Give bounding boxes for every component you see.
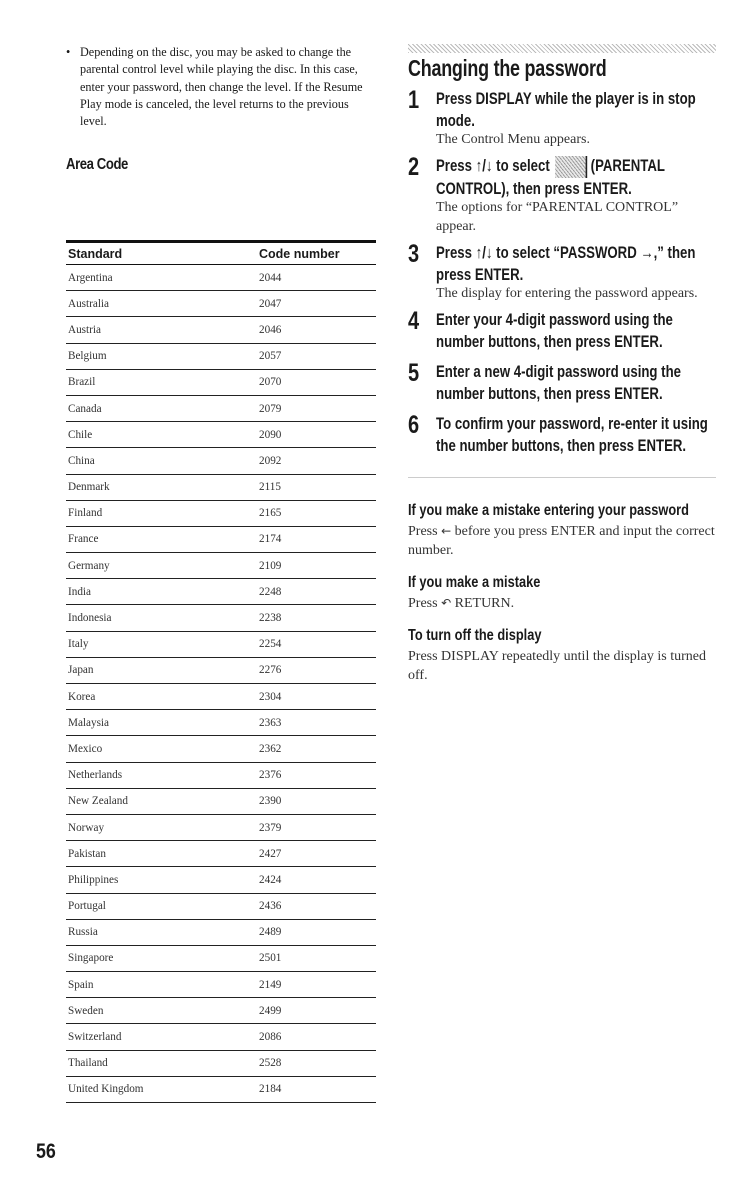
table-header-row (66, 242, 376, 265)
code-cell: 2079 (257, 395, 376, 421)
code-cell: 2304 (257, 684, 376, 710)
table-row (66, 500, 376, 526)
left-column (66, 44, 376, 1096)
table-row (66, 579, 376, 605)
right-column (408, 44, 716, 697)
country-cell: Portugal (66, 893, 257, 919)
step-instruction-part: (PARENTAL CONTROL), then press ENTER. (436, 157, 665, 198)
step-number: 1 (408, 86, 420, 114)
code-cell: 2149 (257, 972, 376, 998)
code-cell: 2248 (257, 579, 376, 605)
code-cell: 2165 (257, 500, 376, 526)
country-cell: Belgium (66, 343, 257, 369)
code-cell: 2254 (257, 631, 376, 657)
country-cell: Sweden (66, 998, 257, 1024)
table-row (66, 395, 376, 421)
table-row (66, 291, 376, 317)
code-cell: 2528 (257, 1050, 376, 1076)
country-cell: Japan (66, 657, 257, 683)
header-standard: Standard (66, 242, 257, 265)
step-instruction (436, 155, 716, 200)
step-number: 2 (408, 153, 420, 181)
area-code-rows (66, 265, 376, 1103)
country-cell: Philippines (66, 867, 257, 893)
table-row (66, 972, 376, 998)
country-cell: Thailand (66, 1050, 257, 1076)
table-row (66, 736, 376, 762)
table-row (66, 1024, 376, 1050)
mistake-text (408, 594, 716, 613)
step-number: 5 (408, 358, 420, 387)
code-cell: 2424 (257, 867, 376, 893)
step-number: 3 (408, 239, 420, 268)
header-code-number: Code number (257, 242, 376, 265)
bullet-icon: • (66, 45, 71, 59)
table-row (66, 919, 376, 945)
code-cell: 2086 (257, 1024, 376, 1050)
country-cell: Italy (66, 631, 257, 657)
text-part: Press (408, 595, 438, 611)
step-description: The display for entering the password appears. (436, 285, 698, 301)
table-row (66, 1076, 376, 1102)
step-5 (408, 358, 716, 405)
code-cell: 2044 (257, 265, 376, 291)
area-code-table (66, 240, 376, 1103)
country-cell: Argentina (66, 265, 257, 291)
step-instruction: Press ↑/↓ to select “PASSWORD →,” then press ENTER. (436, 243, 696, 284)
country-cell: Chile (66, 422, 257, 448)
table-row (66, 788, 376, 814)
intro-paragraph (66, 44, 376, 130)
step-instruction: Press DISPLAY while the player is in stop mode. (436, 90, 696, 130)
step-instruction: To confirm your password, re-enter it using the number buttons, then press ENTER. (436, 414, 708, 455)
code-cell: 2184 (257, 1076, 376, 1102)
country-cell: France (66, 526, 257, 552)
country-cell: Pakistan (66, 841, 257, 867)
table-row (66, 343, 376, 369)
country-cell: Denmark (66, 474, 257, 500)
country-cell: New Zealand (66, 788, 257, 814)
code-cell: 2362 (257, 736, 376, 762)
step-description: The Control Menu appears. (436, 132, 590, 147)
country-cell: Australia (66, 291, 257, 317)
code-cell: 2390 (257, 788, 376, 814)
table-row (66, 448, 376, 474)
country-cell: Brazil (66, 369, 257, 395)
country-cell: India (66, 579, 257, 605)
text-part: Press (408, 523, 438, 539)
country-cell: Netherlands (66, 762, 257, 788)
code-cell: 2057 (257, 343, 376, 369)
code-cell: 2499 (257, 998, 376, 1024)
step-3 (408, 239, 716, 303)
country-cell: Austria (66, 317, 257, 343)
code-cell: 2174 (257, 526, 376, 552)
step-1 (408, 88, 716, 149)
section-divider (408, 477, 716, 478)
table-row (66, 841, 376, 867)
code-cell: 2436 (257, 893, 376, 919)
code-cell: 2115 (257, 474, 376, 500)
section-hatch-bar (408, 44, 716, 53)
code-cell: 2070 (257, 369, 376, 395)
code-cell: 2363 (257, 710, 376, 736)
table-row (66, 553, 376, 579)
country-cell: Malaysia (66, 710, 257, 736)
table-row (66, 684, 376, 710)
turn-off-heading: To turn off the display (408, 626, 542, 644)
table-row (66, 1050, 376, 1076)
step-number: 4 (408, 306, 420, 335)
country-cell: Russia (66, 919, 257, 945)
code-cell: 2427 (257, 841, 376, 867)
return-icon: ↶ (441, 595, 452, 610)
table-row (66, 657, 376, 683)
country-cell: Finland (66, 500, 257, 526)
country-cell: Switzerland (66, 1024, 257, 1050)
table-row (66, 526, 376, 552)
code-cell: 2489 (257, 919, 376, 945)
text-part: RETURN. (454, 595, 515, 611)
step-instruction: Enter a new 4-digit password using the number buttons, then press ENTER. (436, 362, 681, 403)
code-cell: 2501 (257, 945, 376, 971)
mistake-entering-text (408, 522, 716, 560)
code-cell: 2090 (257, 422, 376, 448)
table-row (66, 265, 376, 291)
clear-arrow-icon: ← (441, 523, 452, 538)
step-6 (408, 410, 716, 457)
table-row (66, 474, 376, 500)
country-cell: Canada (66, 395, 257, 421)
table-row (66, 893, 376, 919)
table-row (66, 710, 376, 736)
table-row (66, 762, 376, 788)
code-cell: 2238 (257, 605, 376, 631)
table-row (66, 631, 376, 657)
country-cell: Norway (66, 814, 257, 840)
table-row (66, 605, 376, 631)
table-row (66, 945, 376, 971)
code-cell: 2092 (257, 448, 376, 474)
table-row (66, 814, 376, 840)
code-cell: 2047 (257, 291, 376, 317)
step-instruction: Enter your 4-digit password using the number buttons, then press ENTER. (436, 310, 673, 351)
table-row (66, 998, 376, 1024)
parental-control-icon (555, 156, 587, 178)
country-cell: Germany (66, 553, 257, 579)
step-description: The options for “PARENTAL CONTROL” appear. (436, 199, 679, 234)
code-cell: 2109 (257, 553, 376, 579)
step-4 (408, 306, 716, 353)
step-number: 6 (408, 410, 420, 439)
code-cell: 2379 (257, 814, 376, 840)
table-row (66, 369, 376, 395)
intro-text: Depending on the disc, you may be asked to change the parental control level while playing the disc. In this case, enter your password, then change the level. If the Resume Play mode is canceled, the level returns to the previous level. (80, 45, 363, 129)
text-part: before you press ENTER and input the correct number. (408, 523, 715, 558)
area-code-heading: Area Code (66, 156, 128, 173)
table-row (66, 867, 376, 893)
country-cell: Indonesia (66, 605, 257, 631)
country-cell: Singapore (66, 945, 257, 971)
step-2 (408, 155, 716, 236)
country-cell: United Kingdom (66, 1076, 257, 1102)
country-cell: Korea (66, 684, 257, 710)
page-number: 56 (36, 1140, 56, 1163)
code-cell: 2276 (257, 657, 376, 683)
turn-off-text: Press DISPLAY repeatedly until the display is turned off. (408, 648, 706, 683)
country-cell: Spain (66, 972, 257, 998)
country-cell: China (66, 448, 257, 474)
table-row (66, 317, 376, 343)
code-cell: 2376 (257, 762, 376, 788)
page-title: Changing the password (408, 55, 607, 81)
table-row (66, 422, 376, 448)
country-cell: Mexico (66, 736, 257, 762)
step-instruction-part: Press ↑/↓ to select (436, 157, 550, 175)
code-cell: 2046 (257, 317, 376, 343)
mistake-heading: If you make a mistake (408, 573, 541, 591)
mistake-entering-heading: If you make a mistake entering your password (408, 501, 689, 519)
